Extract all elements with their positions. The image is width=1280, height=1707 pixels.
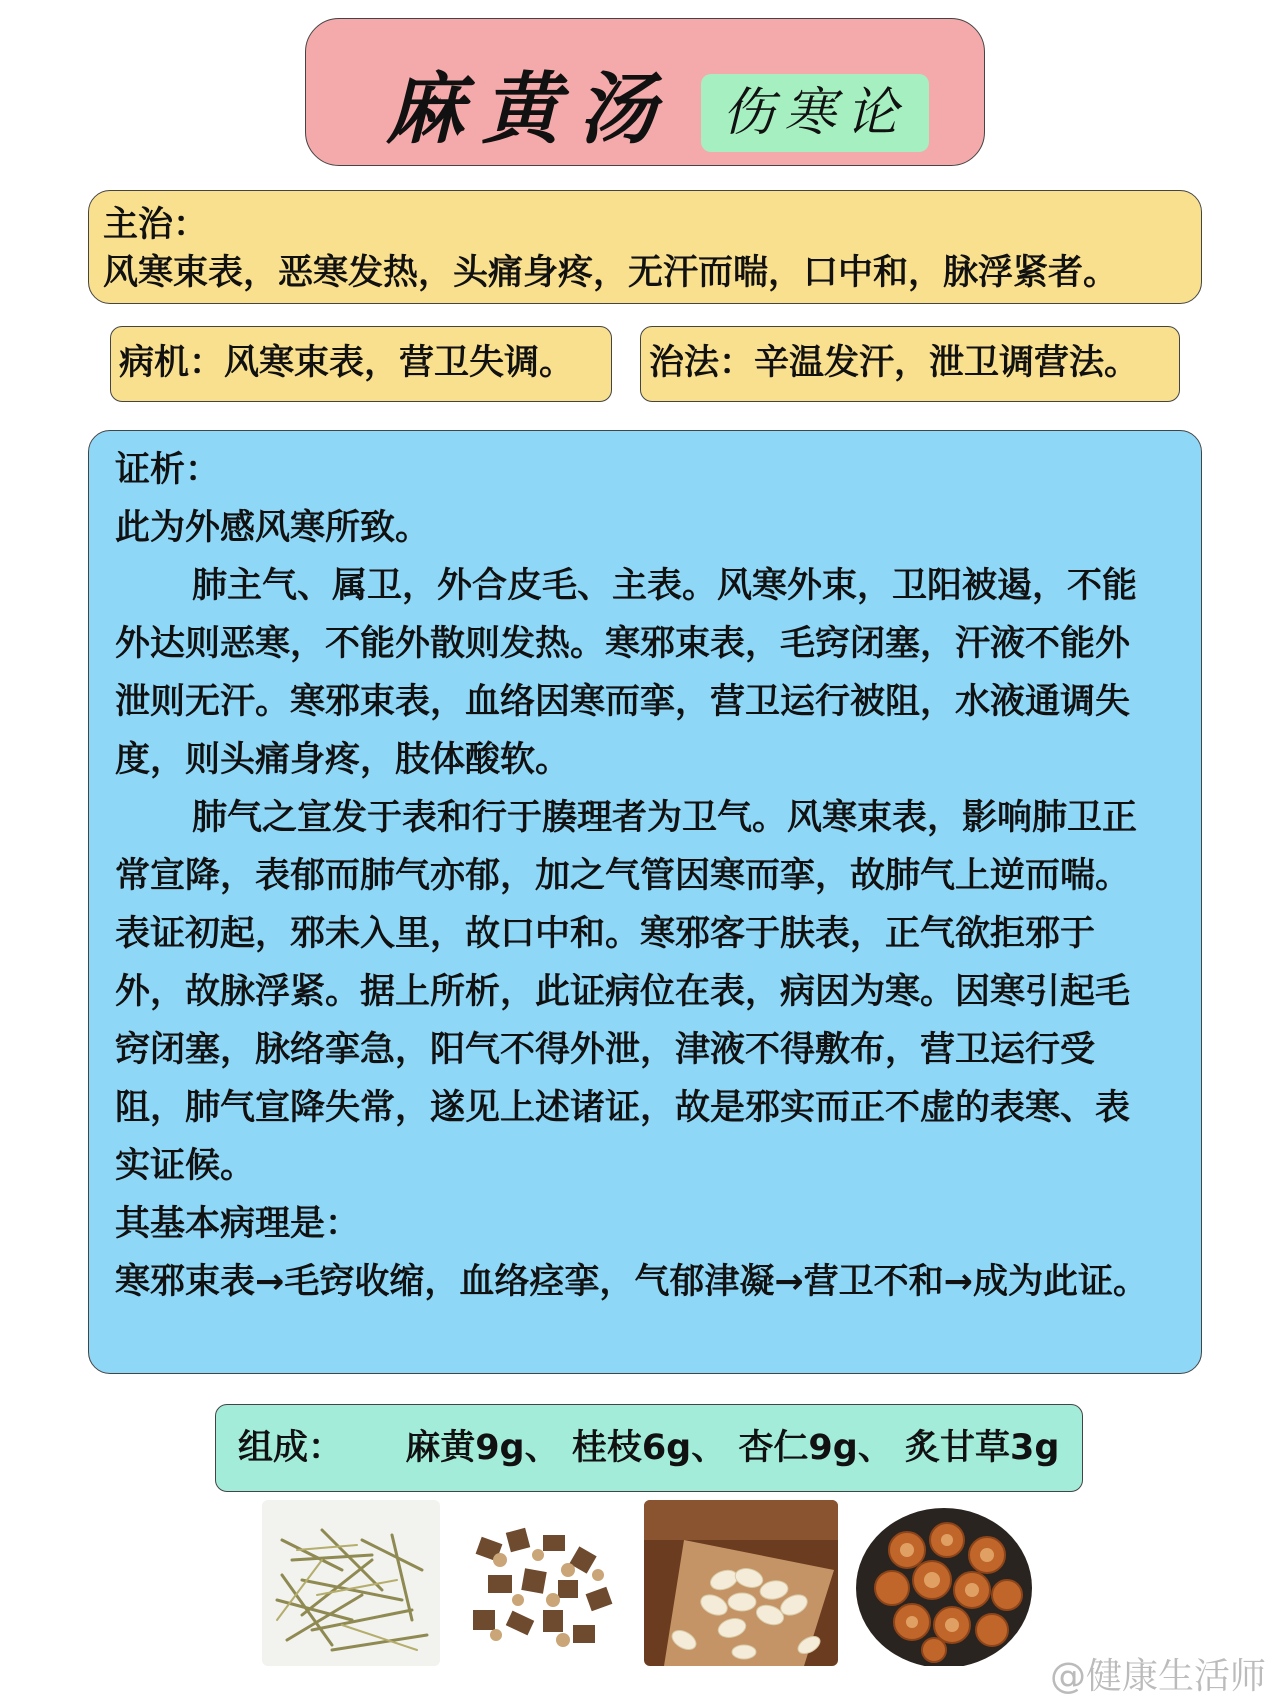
analysis-label: 证析： [115,450,221,490]
watermark: @健康生活师 [1049,1656,1266,1697]
composition-label: 组成： [238,1428,344,1468]
analysis-paragraph-1: 此为外感风寒所致。 [115,508,431,548]
treatment-method-text: 治法：辛温发汗，泄卫调营法。 [649,343,1140,383]
treatment-method-box [640,326,1180,402]
title-banner [305,18,985,166]
indications-text: 风寒束表，恶寒发热，头痛身疼，无汗而喘，口中和，脉浮紧者。 [103,253,1119,293]
composition-box [215,1404,1083,1492]
pathogenesis-text: 病机：风寒束表，营卫失调。 [119,343,575,383]
ingredient-licorice: 炙甘草3g [905,1428,1060,1468]
analysis-box [88,430,1202,1374]
analysis-paragraph-2: 肺主气、属卫，外合皮毛、主表。风寒外束，卫阳被遏，不能外达则恶寒，不能外散则发热。寒邪束表，毛窍闭塞，汗液不能外泄则无汗。寒邪束表，血络因寒而挛，营卫运行被阻，水液通调失度，则头痛身疼，肢体酸软。 [115,566,1138,780]
pathogenesis-box [110,326,612,402]
indications-label: 主治： [103,205,209,245]
analysis-paragraph-3: 肺气之宣发于表和行于腠理者为卫气。风寒束表，影响肺卫正常宣降，表郁而肺气亦郁，加之气管因寒而挛，故肺气上逆而喘。表证初起，邪未入里，故口中和。寒邪客于肤表，正气欲拒邪于外，故脉浮紧。据上所析，此证病位在表，病因为寒。因寒引起毛窍闭塞，脉络挛急，阳气不得外泄，津液不得敷布，营卫运行受阻，肺气宣降失常，遂见上述诸证，故是邪实而正不虚的表寒、表实证候。 [115,798,1138,1186]
ephedra-image [262,1500,440,1666]
ingredient-ephedra: 麻黄9g、 [405,1428,560,1468]
ingredient-cinnamon-twig: 桂枝6g、 [571,1428,727,1468]
formula-name: 麻黄汤 [386,64,675,155]
cinnamon-twig-image [448,1500,636,1666]
licorice-image [852,1500,1036,1666]
pathology-text: 寒邪束表→毛窍收缩，血络痉挛，气郁津凝→营卫不和→成为此证。 [115,1262,1148,1302]
apricot-kernel-image [644,1500,838,1666]
source-badge: 伤寒论 [701,74,929,152]
pathology-label: 其基本病理是： [115,1204,361,1244]
ingredient-apricot-kernel: 杏仁9g、 [738,1428,893,1468]
indications-box [88,190,1202,304]
